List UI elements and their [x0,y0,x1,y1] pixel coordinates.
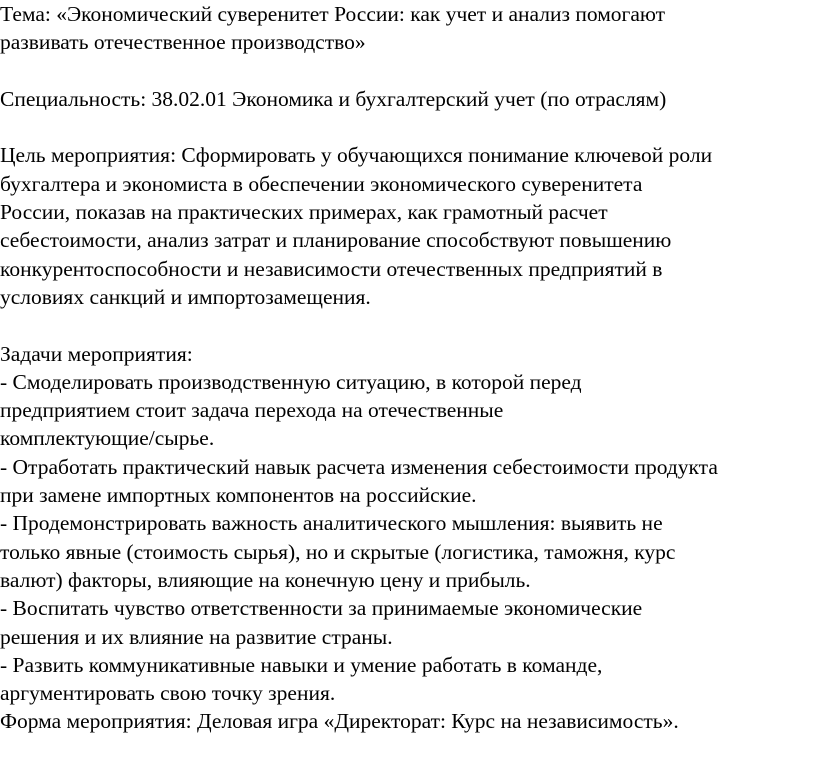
text-line: - Воспитать чувство ответственности за принимаемые экономические [0,596,643,621]
text-line: России, показав на практических примерах, как грамотный расчет [0,200,608,225]
text-line: условиях санкций и импортозамещения. [0,284,371,309]
tasks-heading: Задачи мероприятия: [0,341,193,366]
text-line: аргументировать свою точку зрения. [0,681,336,706]
text-line: - Смоделировать производственную ситуацию, в которой перед [0,369,582,394]
text-line: валют) факторы, влияющие на конечную цену и прибыль. [0,567,531,592]
text-line: - Отработать практический навык расчета изменения себестоимости продукта [0,454,718,479]
text-line: бухгалтера и экономиста в обеспечении экономического суверенитета [0,171,643,196]
text-line: только явные (стоимость сырья), но и скрытые (логистика, таможня, курс [0,539,676,564]
text-line: - Продемонстрировать важность аналитического мышления: выявить не [0,511,663,536]
tasks-section [0,340,816,708]
form-paragraph [0,707,816,735]
text-line: комплектующие/сырье. [0,426,215,451]
paragraph-gap [0,57,816,85]
text-line: Специальность: 38.02.01 Экономика и бухгалтерский учет (по отраслям) [0,86,667,111]
text-line: Форма мероприятия: Деловая игра «Директорат: Курс на независимость». [0,709,679,734]
topic-paragraph [0,0,816,57]
text-line: - Развить коммуникативные навыки и умение работать в команде, [0,652,603,677]
specialty-paragraph [0,85,816,113]
text-line: себестоимости, анализ затрат и планирование способствуют повышению [0,228,672,253]
paragraph-gap [0,311,816,339]
text-line: при замене импортных компонентов на российские. [0,483,477,508]
text-line: Цель мероприятия: Сформировать у обучающихся понимание ключевой роли [0,143,713,168]
text-line: конкурентоспособности и независимости отечественных предприятий в [0,256,663,281]
text-line: решения и их влияние на развитие страны. [0,624,393,649]
text-line: развивать отечественное производство» [0,30,366,55]
text-line: Тема: «Экономический суверенитет России: как учет и анализ помогают [0,2,666,26]
paragraph-gap [0,113,816,141]
text-line: предприятием стоит задача перехода на отечественные [0,398,504,423]
goal-paragraph [0,141,816,311]
